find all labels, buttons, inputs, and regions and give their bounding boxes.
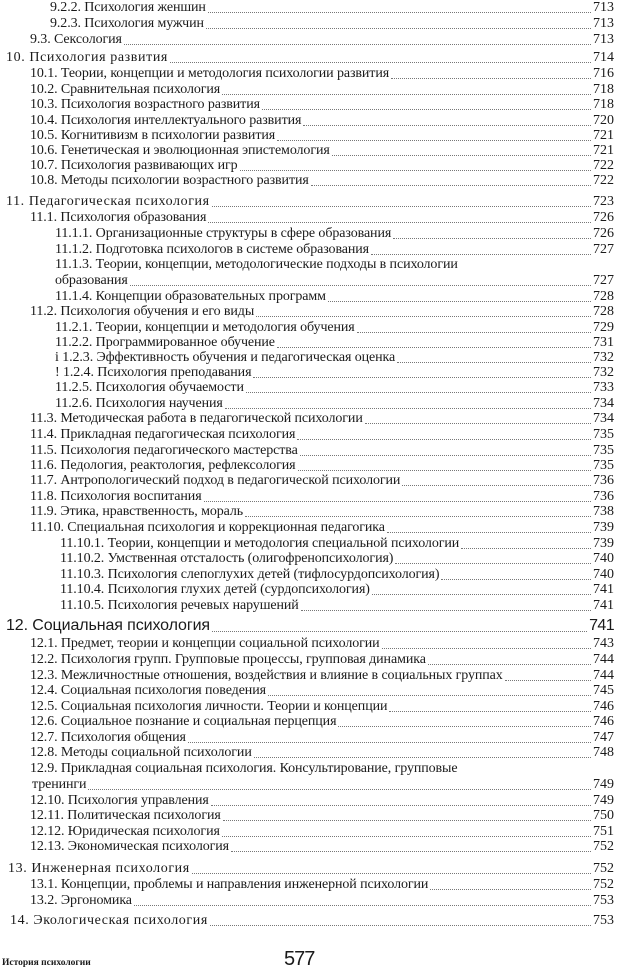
toc-entry-page: 722: [593, 173, 614, 188]
dot-leader: [124, 44, 591, 45]
toc-entry: [8, 861, 614, 877]
toc-entry-title: 11. Педагогическая психология: [6, 194, 210, 209]
dot-leader: [397, 362, 591, 363]
toc-entry-page: 744: [593, 652, 614, 667]
toc-entry-title: 13.2. Эргономика: [30, 893, 132, 908]
toc-entry-title: 11.7. Антропологический подход в педагогической психологии: [30, 473, 401, 488]
dot-leader: [391, 78, 591, 79]
dot-leader: [222, 836, 591, 837]
dot-leader: [277, 347, 591, 348]
toc-entry-title: 11.1.1. Организационные структуры в сфере образования: [55, 226, 392, 241]
toc-entry: [55, 335, 614, 351]
toc-entry-page: 713: [593, 0, 614, 15]
toc-entry: [50, 16, 614, 32]
toc-entry: [30, 173, 614, 189]
toc-entry: [55, 380, 614, 396]
toc-entry-page: 735: [593, 443, 614, 458]
toc-entry-title: 12.9. Прикладная социальная психология. Консультирование, групповые: [30, 761, 458, 776]
dot-leader: [387, 532, 591, 533]
toc-entry-title: 10.4. Психология интеллектуального развития: [30, 113, 302, 128]
toc-entry-page: 721: [593, 143, 614, 158]
toc-entry-page: 727: [593, 242, 614, 257]
toc-entry: [30, 411, 614, 427]
toc-entry: [55, 350, 614, 366]
toc-entry-page: 736: [593, 489, 614, 504]
toc-entry-title: 11.5. Психология педагогического мастерства: [30, 443, 298, 458]
dot-leader: [332, 155, 591, 156]
dot-leader: [301, 610, 591, 611]
toc-entry-page: 732: [593, 350, 614, 365]
toc-entry-page: 749: [593, 777, 614, 792]
toc-entry: [30, 745, 614, 761]
toc-entry-page: 746: [593, 699, 614, 714]
toc-entry-title: 12.6. Социальное познание и социальная перцепция: [30, 714, 337, 729]
toc-entry: [30, 443, 614, 459]
toc-entry-title: 10.7. Психология развивающих игр: [30, 158, 238, 173]
toc-entry-title: 12.1. Предмет, теории и концепции социальной психологии: [30, 636, 380, 651]
toc-entry: [60, 582, 614, 598]
toc-entry-title: 11.4. Прикладная педагогическая психология: [30, 427, 296, 442]
toc-entry-page: 750: [593, 808, 614, 823]
dot-leader: [382, 648, 591, 649]
toc-entry: [60, 536, 614, 552]
toc-entry-page: 734: [593, 411, 614, 426]
toc-entry-page: 722: [593, 158, 614, 173]
toc-entry: [30, 893, 614, 909]
toc-entry: [30, 473, 614, 489]
toc-entry-title: 12.3. Межличностные отношения, воздействия и влияние в социальных группах: [30, 668, 503, 683]
toc-entry: [55, 365, 614, 381]
toc-entry: [55, 289, 614, 305]
toc-entry: [55, 396, 614, 412]
toc-entry-title: 11.9. Этика, нравственность, мораль: [30, 504, 244, 519]
dot-leader: [395, 563, 591, 564]
toc-entry-title: 12. Социальная психология: [6, 617, 210, 634]
toc-entry: [55, 242, 614, 258]
dot-leader: [338, 726, 591, 727]
toc-entry-title: 10.1. Теории, концепции и методология психологии развития: [30, 66, 390, 81]
dot-leader: [297, 439, 591, 440]
toc-entry-title: 10.5. Когнитивизм в психологии развития: [30, 128, 276, 143]
toc-entry: [30, 793, 614, 809]
toc-entry-page: 741: [593, 582, 614, 597]
toc-entry-page: 752: [593, 877, 614, 892]
dot-leader: [300, 455, 591, 456]
toc-entry-title: 11.2.2. Программированное обучение: [55, 335, 275, 350]
dot-leader: [371, 254, 591, 255]
dot-leader: [225, 408, 591, 409]
toc-entry: [30, 504, 614, 520]
toc-entry-page: 726: [593, 226, 614, 241]
toc-entry-title: 11.2.6. Психология научения: [55, 396, 223, 411]
dot-leader: [357, 332, 591, 333]
toc-entry-page: 739: [593, 520, 614, 535]
toc-entry-title: 12.13. Экономическая психология: [30, 839, 230, 854]
toc-entry-page: 732: [593, 365, 614, 380]
toc-entry-page: 748: [593, 745, 614, 760]
toc-entry: [55, 273, 614, 289]
toc-entry-title: 11.1.2. Подготовка психологов в системе образования: [55, 242, 370, 257]
toc-entry-page: 723: [593, 194, 614, 209]
toc-entry-title: 11.10. Специальная психология и коррекционная педагогика: [30, 520, 385, 535]
toc-entry: [55, 320, 614, 336]
toc-entry-page: 752: [593, 839, 614, 854]
toc-entry: [32, 777, 614, 793]
toc-entry-title: 10.8. Методы психологии возрастного развития: [30, 173, 309, 188]
toc-entry: [30, 824, 614, 840]
dot-leader: [254, 757, 591, 758]
dot-leader: [430, 889, 591, 890]
dot-leader: [365, 423, 591, 424]
toc-entry-title: 11.1. Психология образования: [30, 210, 207, 225]
toc-entry: [6, 617, 614, 635]
toc-entry: [30, 877, 614, 893]
toc-entry: [50, 0, 614, 16]
toc-entry-title: 12.2. Психология групп. Групповые процессы, групповая динамика: [30, 652, 426, 667]
toc-entry: [30, 97, 614, 113]
dot-leader: [223, 820, 591, 821]
toc-entry: [30, 210, 614, 226]
toc-entry-title: 11.10.2. Умственная отсталость (олигофренопсихология): [60, 551, 394, 566]
dot-leader: [188, 742, 591, 743]
toc-entry-page: 716: [593, 66, 614, 81]
dot-leader: [170, 62, 591, 63]
dot-leader: [298, 470, 592, 471]
dot-leader: [208, 12, 591, 13]
toc-entry: [30, 66, 614, 82]
toc-entry-title: 10.2. Сравнительная психология: [30, 82, 221, 97]
dot-leader: [222, 94, 591, 95]
toc-entry: [30, 489, 614, 505]
toc-entry-page: 746: [593, 714, 614, 729]
toc-entry-title: 9.2.3. Психология мужчин: [50, 16, 204, 31]
toc-entry: [30, 427, 614, 443]
toc-entry-page: 739: [593, 536, 614, 551]
dot-leader: [134, 905, 591, 906]
toc-entry: [60, 551, 614, 567]
toc-entry-page: 741: [593, 598, 614, 613]
toc-entry-page: 726: [593, 210, 614, 225]
dot-leader: [231, 851, 591, 852]
dot-leader: [212, 631, 587, 632]
toc-entry-page: 751: [593, 824, 614, 839]
toc-entry-title: 12.7. Психология общения: [30, 730, 186, 745]
toc-entry-page: 753: [593, 893, 614, 908]
toc-entry-title: 11.3. Методическая работа в педагогической психологии: [30, 411, 363, 426]
toc-entry-title: 11.2. Психология обучения и его виды: [30, 304, 255, 319]
toc-entry: [30, 699, 614, 715]
toc-entry-title: тренинги: [32, 777, 87, 792]
dot-leader: [212, 206, 591, 207]
toc-entry-title: 13.1. Концепции, проблемы и направления инженерной психологии: [30, 877, 429, 892]
page-number: 577: [284, 948, 315, 970]
toc-entry-title: 9.2.2. Психология женшин: [50, 0, 206, 15]
toc-entry-page: 718: [593, 97, 614, 112]
toc-entry: [30, 32, 614, 48]
toc-entry: [30, 761, 614, 777]
toc-entry-page: 731: [593, 335, 614, 350]
toc-entry-title: 10.6. Генетическая и эволюционная эпистемология: [30, 143, 330, 158]
toc-entry-title: 11.10.1. Теории, концепции и методология специальной психологии: [60, 536, 460, 551]
toc-entry: [30, 652, 614, 668]
dot-leader: [262, 109, 591, 110]
toc-entry: [30, 683, 614, 699]
toc-entry: [60, 567, 614, 583]
dot-leader: [441, 579, 591, 580]
toc-entry-page: 718: [593, 82, 614, 97]
toc-entry-page: 738: [593, 504, 614, 519]
dot-leader: [253, 377, 591, 378]
dot-leader: [211, 805, 591, 806]
dot-leader: [240, 170, 591, 171]
dot-leader: [277, 140, 591, 141]
dot-leader: [505, 680, 591, 681]
dot-leader: [303, 125, 591, 126]
toc-entry-page: 714: [593, 50, 614, 65]
toc-entry-title: 10.3. Психология возрастного развития: [30, 97, 260, 112]
toc-entry: [30, 520, 614, 536]
toc-entry: [60, 598, 614, 614]
toc-entry-page: 736: [593, 473, 614, 488]
toc-entry-page: 741: [589, 617, 614, 634]
toc-entry-page: 727: [593, 273, 614, 288]
toc-entry-title: 12.4. Социальная психология поведения: [30, 683, 266, 698]
toc-entry: [30, 730, 614, 746]
toc-entry: [30, 82, 614, 98]
toc-entry: [30, 128, 614, 144]
toc-entry-title: 11.6. Педология, реактология, рефлексология: [30, 458, 296, 473]
dot-leader: [428, 664, 591, 665]
toc-entry-page: 728: [593, 289, 614, 304]
dot-leader: [245, 516, 591, 517]
toc-entry-title: 9.3. Сексология: [30, 32, 122, 47]
dot-leader: [256, 316, 591, 317]
dot-leader: [402, 485, 591, 486]
toc-entry-page: 745: [593, 683, 614, 698]
toc-entry-page: 744: [593, 668, 614, 683]
toc-entry-page: 720: [593, 113, 614, 128]
toc-entry-page: 733: [593, 380, 614, 395]
toc-entry-title: 11.1.3. Теории, концепции, методологические подходы в психологии: [55, 257, 458, 272]
toc-entry-page: 749: [593, 793, 614, 808]
toc-entry-title: 12.11. Политическая психология: [30, 808, 221, 823]
dot-leader: [210, 925, 591, 926]
toc-entry-title: i 1.2.3. Эффективность обучения и педагогическая оценка: [55, 350, 396, 365]
toc-entry-page: 721: [593, 128, 614, 143]
toc-entry: [30, 714, 614, 730]
toc-entry-title: 12.10. Психология управления: [30, 793, 209, 808]
dot-leader: [461, 548, 591, 549]
toc-entry-title: 10. Психология развития: [6, 50, 168, 65]
toc-entry: [30, 458, 614, 474]
toc-entry: [6, 194, 614, 210]
dot-leader: [268, 695, 591, 696]
toc-entry-title: 11.1.4. Концепции образовательных программ: [55, 289, 326, 304]
dot-leader: [328, 301, 591, 302]
toc-entry-title: 12.8. Методы социальной психологии: [30, 745, 252, 760]
toc-entry-page: 729: [593, 320, 614, 335]
dot-leader: [88, 789, 591, 790]
toc-entry: [30, 113, 614, 129]
dot-leader: [204, 501, 591, 502]
toc-entry-title: 11.10.4. Психология глухих детей (сурдопсихология): [60, 582, 370, 597]
toc-entry-page: 740: [593, 567, 614, 582]
toc-entry-title: 11.10.3. Психология слепоглухих детей (тифлосурдопсихология): [60, 567, 440, 582]
toc-entry-page: 743: [593, 636, 614, 651]
toc-entry-title: 12.12. Юридическая психология: [30, 824, 220, 839]
dot-leader: [208, 222, 591, 223]
running-footer-title: История психологии: [2, 958, 91, 968]
toc-entry-page: 735: [593, 427, 614, 442]
toc-entry: [30, 304, 614, 320]
toc-entry: [55, 226, 614, 242]
toc-entry-page: 752: [593, 861, 614, 876]
toc-entry-title: 11.2.1. Теории, концепции и методология обучения: [55, 320, 355, 335]
dot-leader: [192, 873, 591, 874]
toc-entry-page: 753: [593, 913, 614, 928]
dot-leader: [206, 28, 591, 29]
dot-leader: [246, 392, 591, 393]
toc-entry-title: 12.5. Социальная психология личности. Теории и концепции: [30, 699, 388, 714]
dot-leader: [311, 185, 591, 186]
toc-entry: [30, 143, 614, 159]
dot-leader: [393, 238, 591, 239]
toc-entry-page: 735: [593, 458, 614, 473]
toc-entry: [30, 668, 614, 684]
toc-entry-title: 14. Экологическая психология: [10, 913, 208, 928]
toc-entry-title: 13. Инженерная психология: [8, 861, 190, 876]
dot-leader: [389, 711, 591, 712]
dot-leader: [372, 594, 591, 595]
dot-leader: [130, 285, 591, 286]
toc-entry-page: 713: [593, 16, 614, 31]
toc-entry-page: 747: [593, 730, 614, 745]
toc-entry: [30, 158, 614, 174]
toc-entry-page: 728: [593, 304, 614, 319]
toc-entry: [30, 808, 614, 824]
toc-entry: [30, 636, 614, 652]
toc-entry-page: 734: [593, 396, 614, 411]
toc-entry-title: 11.10.5. Психология речевых нарушений: [60, 598, 299, 613]
toc-entry-title: 11.8. Психология воспитания: [30, 489, 202, 504]
toc-entry: [55, 257, 614, 273]
toc-entry-page: 713: [593, 32, 614, 47]
toc-entry-title: 11.2.5. Психология обучаемости: [55, 380, 244, 395]
toc-entry-title: ! 1.2.4. Психология преподавания: [55, 365, 252, 380]
toc-entry-title: образования: [55, 273, 128, 288]
toc-entry: [6, 50, 614, 66]
toc-entry: [10, 913, 614, 929]
toc-entry-page: 740: [593, 551, 614, 566]
toc-entry: [30, 839, 614, 855]
